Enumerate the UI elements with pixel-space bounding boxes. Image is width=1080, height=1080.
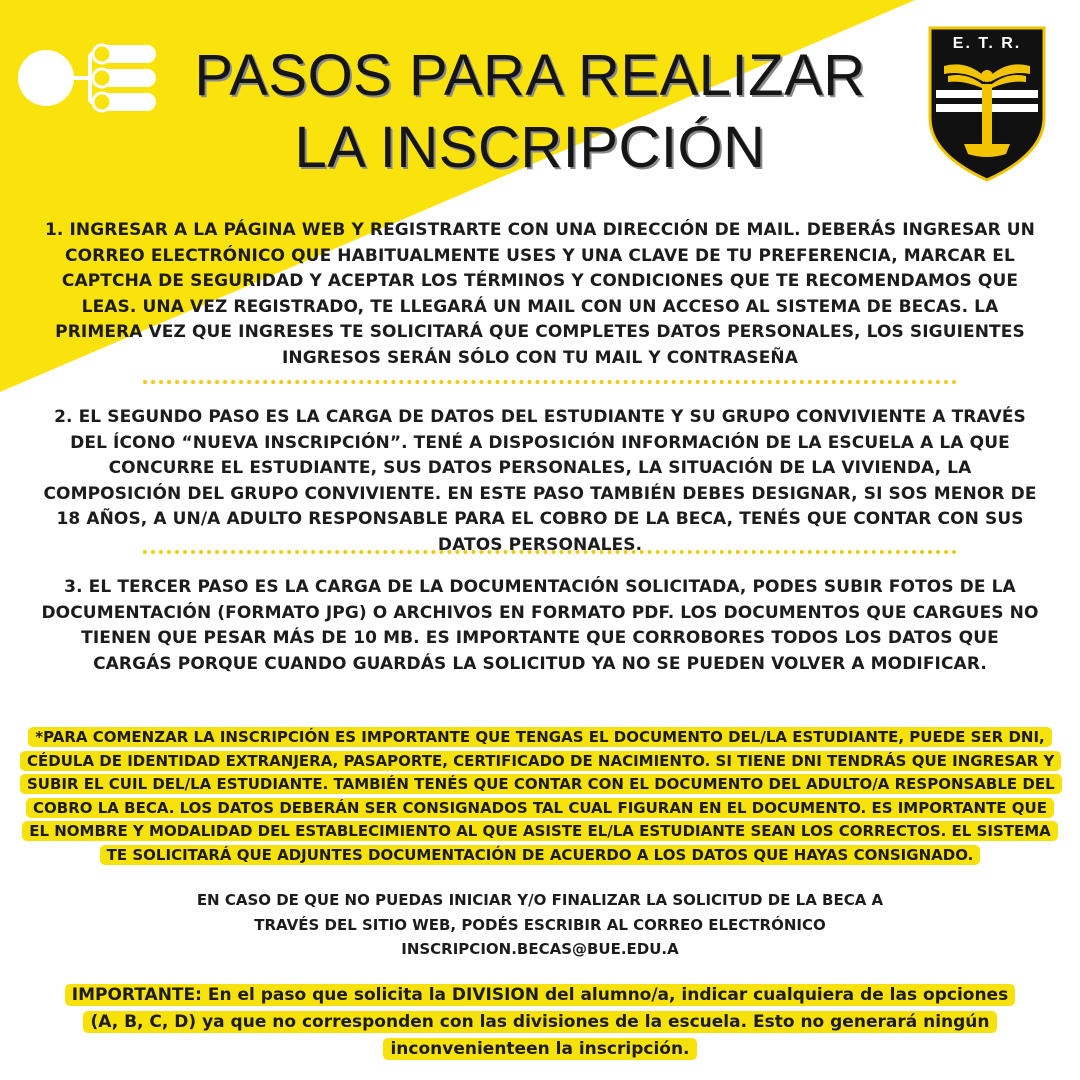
step-1-text: 1. INGRESAR A LA PÁGINA WEB Y REGISTRARTE CON UNA DIRECCIÓN DE MAIL. DEBERÁS INGRESAR UN CORREO ELECTRÓNICO QUE HABITUALMENTE USES Y UNA CLAVE DE TU PREFERENCIA, MARCAR EL CAPTCHA DE SEGURIDAD Y ACEPTAR LOS TÉRMINOS Y CONDICIONES QUE TE RECOMENDAMOS QUE LEAS. UNA VEZ REGISTRADO, TE LLEGARÁ UN MAIL CON UN ACCESO AL SISTEMA DE BECAS. LA PRIMERA VEZ QUE INGRESES TE SOLICITARÁ QUE COMPLETES DATOS PERSONALES, LOS SIGUIENTES INGRESOS SERÁN SÓLO CON TU MAIL Y CONTRASEÑA [44,220,1036,368]
dotted-divider [143,380,957,384]
contact-info [190,888,890,962]
list-steps-icon [18,40,158,116]
page-title [150,40,910,184]
notice-text: *PARA COMENZAR LA INSCRIPCIÓN ES IMPORTANTE QUE TENGAS EL DOCUMENTO DEL/LA ESTUDIANTE, PUEDE SER DNI, CÉDULA DE IDENTIDAD EXTRANJERA, PASAPORTE, CERTIFICADO DE NACIMIENTO. SI TIENE DNI TENDRÁS QUE INGRESAR Y SUBIR EL CUIL DEL/LA ESTUDIANTE. TAMBIÉN TENÉS QUE CONTAR CON EL DOCUMENTO DEL ADULTO/A RESPONSABLE DEL COBRO LA BECA. LOS DATOS DEBERÁN SER CONSIGNADOS TAL CUAL FIGURAN EN EL DOCUMENTO. ES IMPORTANTE QUE EL NOMBRE Y MODALIDAD DEL ESTABLECIMIENTO AL QUE ASISTE EL/LA ESTUDIANTE SEAN LOS CORRECTOS. EL SISTEMA TE SOLICITARÁ QUE ADJUNTES DOCUMENTACIÓN DE ACUERDO A LOS DATOS QUE HAYAS CONSIGNADO. [20,727,1062,865]
title-line-2: LA INSCRIPCIÓN [294,115,766,180]
title-line-1: PASOS PARA REALIZAR [194,43,866,108]
crest-text: E. T. R. [952,35,1022,52]
step-3-text: 3. EL TERCER PASO ES LA CARGA DE LA DOCUMENTACIÓN SOLICITADA, PODES SUBIR FOTOS DE LA DOCUMENTACIÓN (FORMATO JPG) O ARCHIVOS EN FORMATO PDF. LOS DOCUMENTOS QUE CARGUES NO TIENEN QUE PESAR MÁS DE 10 MB. ES IMPORTANTE QUE CORROBORES TODOS LOS DATOS QUE CARGÁS PORQUE CUANDO GUARDÁS LA SOLICITUD YA NO SE PUEDEN VOLVER A MODIFICAR. [41,577,1039,674]
dotted-divider [143,550,957,554]
important-note [60,982,1020,1063]
contact-line-2: TRAVÉS DEL SITIO WEB, PODÉS ESCRIBIR AL CORREO ELECTRÓNICO [254,915,826,934]
important-text: IMPORTANTE: En el paso que solicita la DIVISION del alumno/a, indicar cualquiera de las opciones (A, B, C, D) ya que no corresponden con las divisiones de la escuela. Esto no generará ningún inconvenienteen la inscripción. [65,984,1015,1060]
requirements-notice [20,726,1060,867]
school-crest-logo [926,26,1048,182]
step-2-text: 2. EL SEGUNDO PASO ES LA CARGA DE DATOS DEL ESTUDIANTE Y SU GRUPO CONVIVIENTE A TRAVÉS DEL ÍCONO “NUEVA INSCRIPCIÓN”. TENÉ A DISPOSICIÓN INFORMACIÓN DE LA ESCUELA A LA QUE CONCURRE EL ESTUDIANTE, SUS DATOS PERSONALES, LA SITUACIÓN DE LA VIVIENDA, LA COMPOSICIÓN DEL GRUPO CONVIVIENTE. EN ESTE PASO TAMBIÉN DEBES DESIGNAR, SI SOS MENOR DE 18 AÑOS, A UN/A ADULTO RESPONSABLE PARA EL COBRO DE LA BECA, TENÉS QUE CONTAR CON SUS DATOS PERSONALES. [43,407,1037,555]
contact-email: INSCRIPCION.BECAS@BUE.EDU.A [401,940,679,958]
contact-line-1: EN CASO DE QUE NO PUEDAS INICIAR Y/O FINALIZAR LA SOLICITUD DE LA BECA A [196,891,884,909]
